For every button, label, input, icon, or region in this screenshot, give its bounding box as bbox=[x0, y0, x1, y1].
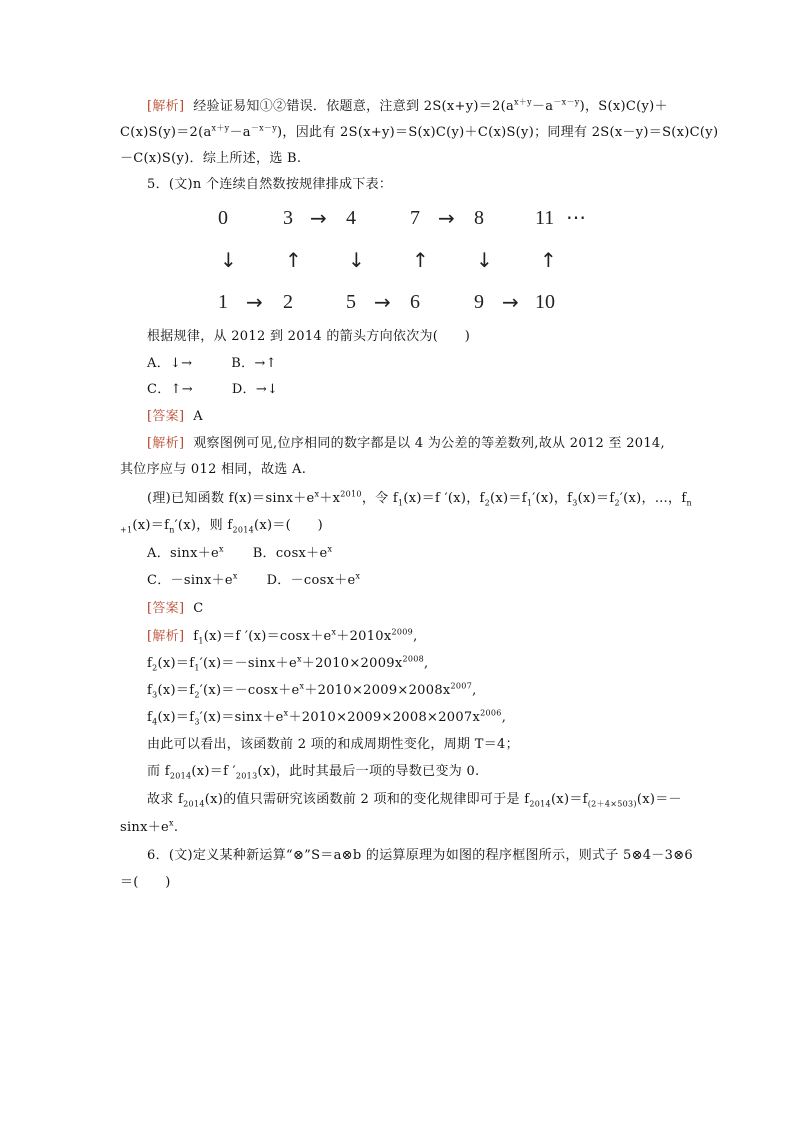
question-text: $_{+1}(x)=f_n'(x)$，则 $f_{2014}(x)=$( ) bbox=[120, 518, 324, 535]
grid-cell: 9 bbox=[474, 291, 484, 313]
derivation-line: $\sin x+e^x$. bbox=[120, 818, 179, 835]
jiexi-tag: [解析] bbox=[147, 436, 185, 451]
answer-line bbox=[147, 601, 203, 617]
right-arrow-icon: → bbox=[502, 290, 519, 314]
derivation-line: 而 $f_{2014}(x)=f$ $'_{2013}(x)$，此时其最后一项的导数已变为 0. bbox=[147, 764, 480, 781]
grid-cell: 2 bbox=[283, 291, 293, 313]
right-arrow-icon: → bbox=[374, 290, 391, 314]
options-row bbox=[147, 573, 360, 589]
right-arrow-icon: → bbox=[246, 290, 263, 314]
derivation-line: $f_4(x)=f_3'(x)=\sin x+e^x+2010\times 2009\times 2008\times 2007x^{2006}$, bbox=[147, 708, 507, 727]
jiexi-tag: [解析] bbox=[147, 99, 185, 114]
option-d: D．$-\cos x+e^x$ bbox=[266, 571, 361, 588]
question-text: 6．(文)定义某种新运算“⊗”S＝a⊗b 的运算原理为如图的程序框图所示，则式子 5⊗4－3⊗6 bbox=[147, 848, 694, 863]
question-intro: 5．(文)n 个连续自然数按规律排成下表： bbox=[147, 177, 393, 192]
up-arrow-icon: ↑ bbox=[412, 248, 429, 272]
explanation-line: [解析] 观察图例可见,位序相同的数字都是以 4 为公差的等差数列,故从 2012 至 2014, bbox=[147, 436, 665, 451]
derivation-line: 由此可以看出，该函数前 2 项的和成周期性变化，周期 T＝4； bbox=[147, 737, 519, 752]
option-c: C．$-\sin x+e^x$ bbox=[147, 571, 238, 588]
question-text: 根据规律，从 2012 到 2014 的箭头方向依次为( ) bbox=[147, 329, 471, 344]
question-text: ＝( ) bbox=[120, 875, 171, 890]
explanation-line: $C(x)S(y)=2(a^{x+y}-a^{-x-y})$，因此有 2S(x+y)＝S(x)C(y)＋C(x)S(y)；同理有 2S(x－y)＝S(x)C(y) bbox=[120, 123, 719, 140]
grid-cell: 5 bbox=[346, 291, 356, 313]
down-arrow-icon: ↓ bbox=[220, 248, 237, 272]
answer-line bbox=[147, 409, 203, 425]
explanation-line: [解析] 经验证易知①②错误．依题意，注意到 $2S(x+y)=2(a^{x+y}-a^{-x-y})$，S(x)C(y)＋ bbox=[147, 97, 668, 114]
down-arrow-icon: ↓ bbox=[476, 248, 493, 272]
option-a: A．↓→ bbox=[147, 356, 193, 371]
grid-cell: 0 bbox=[218, 207, 228, 229]
daan-tag: [答案] bbox=[147, 409, 185, 424]
down-arrow-icon: ↓ bbox=[348, 248, 365, 272]
grid-cell: 6 bbox=[410, 291, 420, 313]
answer-value: A bbox=[193, 409, 203, 424]
question-text: (理)已知函数 $f(x)=\sin x+e^x+x^{2010}$，令 $f_1(x)=f$ ′(x)，$f_2(x)=f_1'(x)$，$f_3(x)=f_2'(x)$，…，$f_n$ bbox=[147, 489, 692, 508]
grid-cell: 4 bbox=[346, 207, 356, 229]
grid-cell: 3 bbox=[283, 207, 293, 229]
grid-cell: 1 bbox=[218, 291, 228, 313]
derivation-line: 故求 $f_{2014}(x)$的值只需研究该函数前 2 项和的变化规律即可于是 $f_{2014}(x)=f_{(2+4\times 503)}(x)=-$ bbox=[147, 792, 682, 809]
daan-tag: [答案] bbox=[147, 601, 185, 616]
up-arrow-icon: ↑ bbox=[540, 248, 557, 272]
jiexi-tag: [解析] bbox=[147, 629, 185, 644]
derivation-line: $f_2(x)=f_1'(x)=-\sin x+e^x+2010\times 2009x^{2008}$, bbox=[147, 654, 429, 673]
grid-cell: 10 bbox=[535, 291, 555, 313]
explanation-line: －C(x)S(y)．综上所述，选 B. bbox=[120, 151, 302, 166]
option-d: D．→↓ bbox=[231, 382, 279, 397]
option-a: A．$\sin x+e^x$ bbox=[147, 544, 224, 561]
ellipsis: ⋯ bbox=[566, 207, 586, 229]
grid-cell: 7 bbox=[410, 207, 420, 229]
options-row bbox=[147, 382, 278, 398]
grid-cell: 8 bbox=[474, 207, 484, 229]
answer-value: C bbox=[193, 601, 204, 616]
explanation-line: [解析] $f_1(x)=f$ $'(x)=\cos x+e^x+2010x^{2009}$, bbox=[147, 627, 418, 646]
explanation-line: 其位序应与 012 相同，故选 A. bbox=[120, 462, 307, 477]
option-c: C．↑→ bbox=[147, 382, 193, 397]
option-b: B．$\cos x+e^x$ bbox=[252, 544, 333, 561]
options-row bbox=[147, 356, 277, 372]
up-arrow-icon: ↑ bbox=[285, 248, 302, 272]
right-arrow-icon: → bbox=[310, 206, 327, 230]
derivation-line: $f_3(x)=f_2'(x)=-\cos x+e^x+2010\times 2009\times 2008x^{2007}$, bbox=[147, 681, 477, 700]
grid-cell: 11 bbox=[535, 207, 555, 229]
option-b: B．→↑ bbox=[231, 356, 277, 371]
options-row bbox=[147, 546, 332, 562]
right-arrow-icon: → bbox=[438, 206, 455, 230]
